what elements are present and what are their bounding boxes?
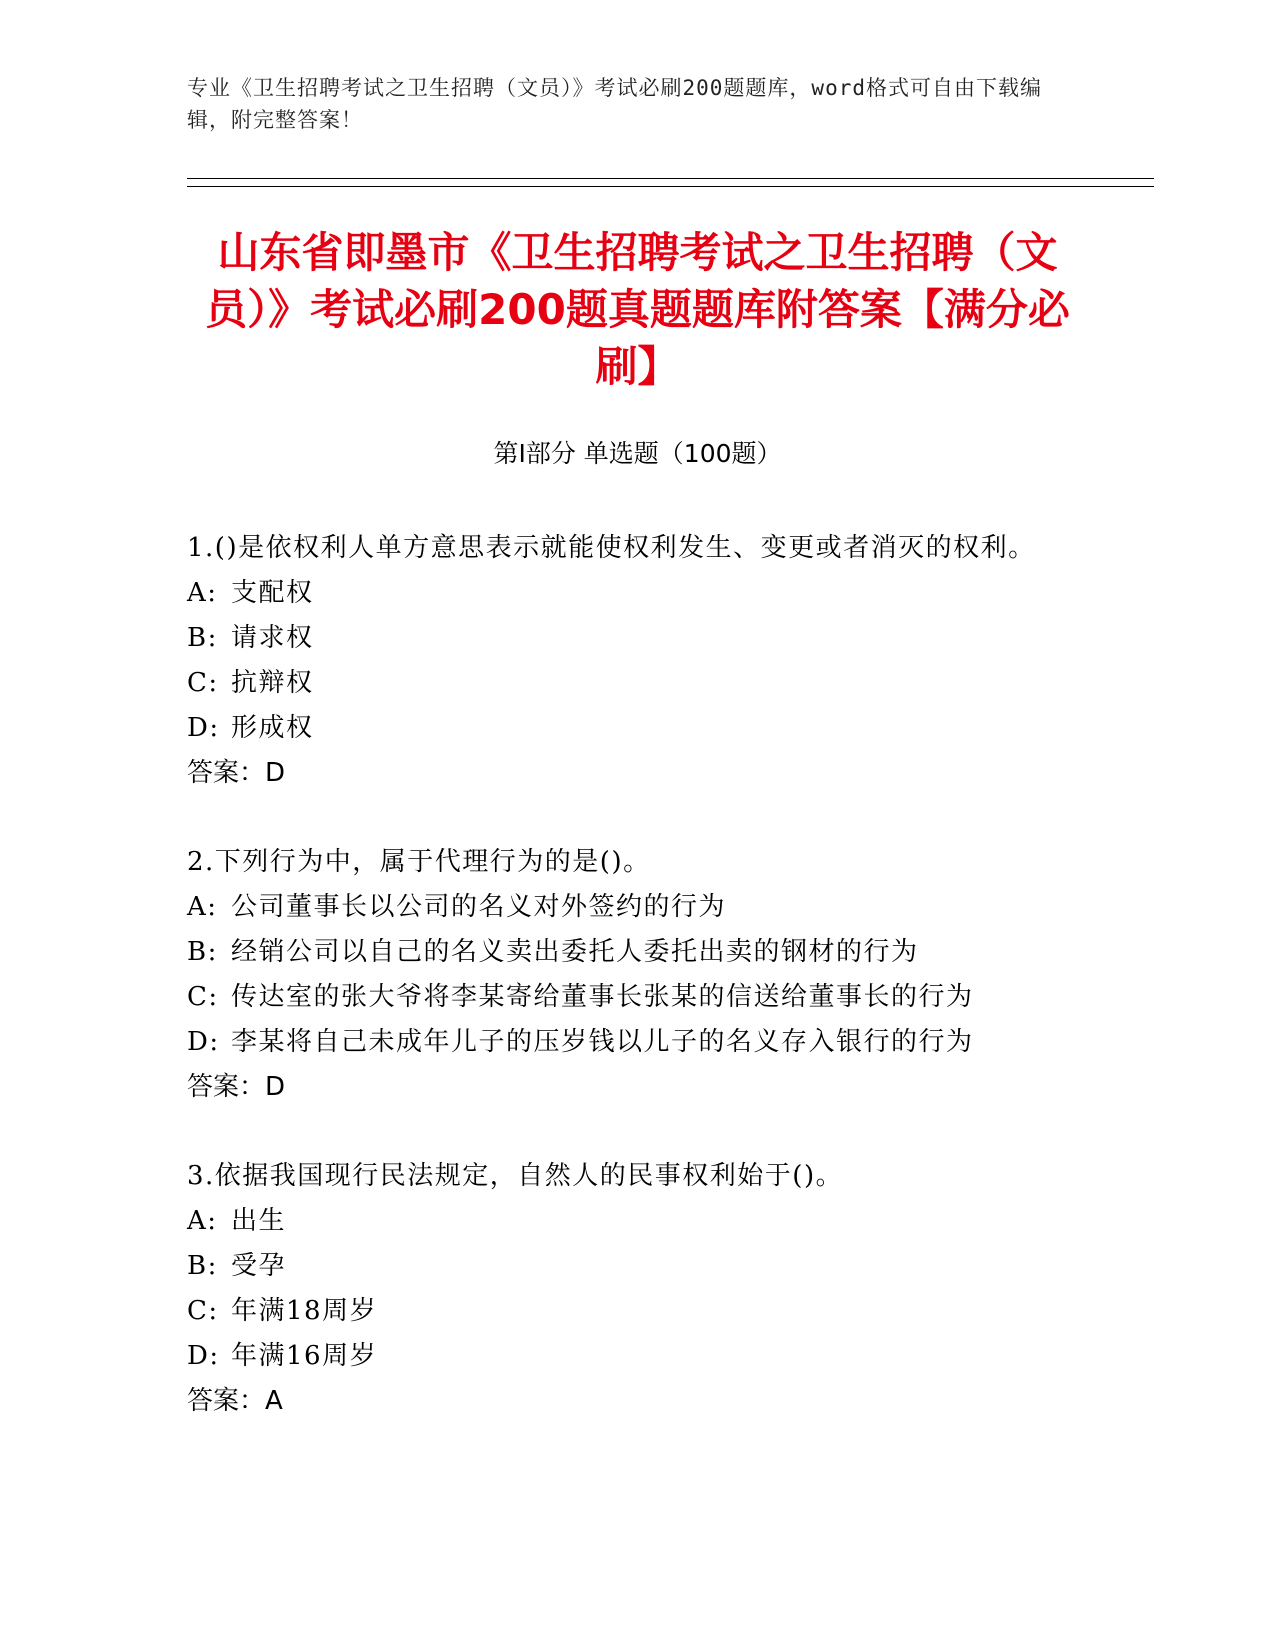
answer-label: 答案：: [187, 1386, 266, 1416]
answer-line: [187, 1065, 1087, 1110]
question-stem: 2.下列行为中，属于代理行为的是()。: [187, 847, 651, 877]
option-a: [187, 1199, 1087, 1244]
option-text: 传达室的张大爷将李某寄给董事长张某的信送给董事长的行为: [231, 982, 974, 1012]
option-text: 经销公司以自己的名义卖出委托人委托出卖的钢材的行为: [231, 937, 919, 967]
option-text: 李某将自己未成年儿子的压岁钱以儿子的名义存入银行的行为: [231, 1027, 974, 1057]
option-text: 请求权: [231, 623, 314, 653]
option-b: [187, 930, 1087, 975]
option-c: [187, 661, 1087, 706]
question-stem: 1.()是依权利人单方意思表示就能使权利发生、变更或者消灭的权利。: [187, 533, 1036, 563]
option-key: A:: [187, 892, 218, 922]
header-divider-bottom: [187, 186, 1154, 187]
answer-value: D: [265, 1072, 286, 1102]
option-text: 出生: [231, 1206, 287, 1236]
question-list: [187, 526, 1087, 1468]
document-title: 山东省即墨市《卫生招聘考试之卫生招聘（文员）》考试必刷200题真题题库附答案【满分必刷】: [205, 228, 1070, 391]
answer-label: 答案：: [187, 758, 266, 788]
option-key: C:: [187, 668, 219, 698]
option-text: 抗辩权: [231, 668, 314, 698]
question-2: [187, 840, 1087, 1110]
header-divider-top: [187, 178, 1154, 179]
answer-line: [187, 751, 1087, 796]
header-note: 专业《卫生招聘考试之卫生招聘（文员）》考试必刷200题题库，word格式可自由下载编辑，附完整答案！: [187, 76, 1042, 132]
option-key: A:: [187, 1206, 218, 1236]
option-text: 公司董事长以公司的名义对外签约的行为: [231, 892, 727, 922]
question-3: [187, 1154, 1087, 1424]
option-text: 支配权: [231, 578, 314, 608]
option-a: [187, 571, 1087, 616]
option-key: A:: [187, 578, 218, 608]
option-text: 受孕: [231, 1251, 287, 1281]
question-stem: 3.依据我国现行民法规定，自然人的民事权利始于()。: [187, 1161, 844, 1191]
option-key: B:: [187, 1251, 218, 1281]
option-key: B:: [187, 937, 218, 967]
option-key: D:: [187, 1341, 220, 1371]
section-heading: 第Ⅰ部分 单选题（100题）: [493, 439, 782, 468]
option-d: [187, 1020, 1087, 1065]
option-d: [187, 1334, 1087, 1379]
option-key: D:: [187, 1027, 220, 1057]
option-a: [187, 885, 1087, 930]
option-key: C:: [187, 1296, 219, 1326]
answer-value: A: [265, 1386, 283, 1416]
option-text: 年满18周岁: [231, 1296, 378, 1326]
answer-line: [187, 1379, 1087, 1424]
option-key: C:: [187, 982, 219, 1012]
question-1: [187, 526, 1087, 796]
option-key: B:: [187, 623, 218, 653]
option-text: 形成权: [231, 713, 314, 743]
option-b: [187, 616, 1087, 661]
answer-label: 答案：: [187, 1072, 266, 1102]
answer-value: D: [265, 758, 286, 788]
option-key: D:: [187, 713, 220, 743]
option-text: 年满16周岁: [231, 1341, 378, 1371]
option-b: [187, 1244, 1087, 1289]
option-d: [187, 706, 1087, 751]
option-c: [187, 975, 1087, 1020]
option-c: [187, 1289, 1087, 1334]
